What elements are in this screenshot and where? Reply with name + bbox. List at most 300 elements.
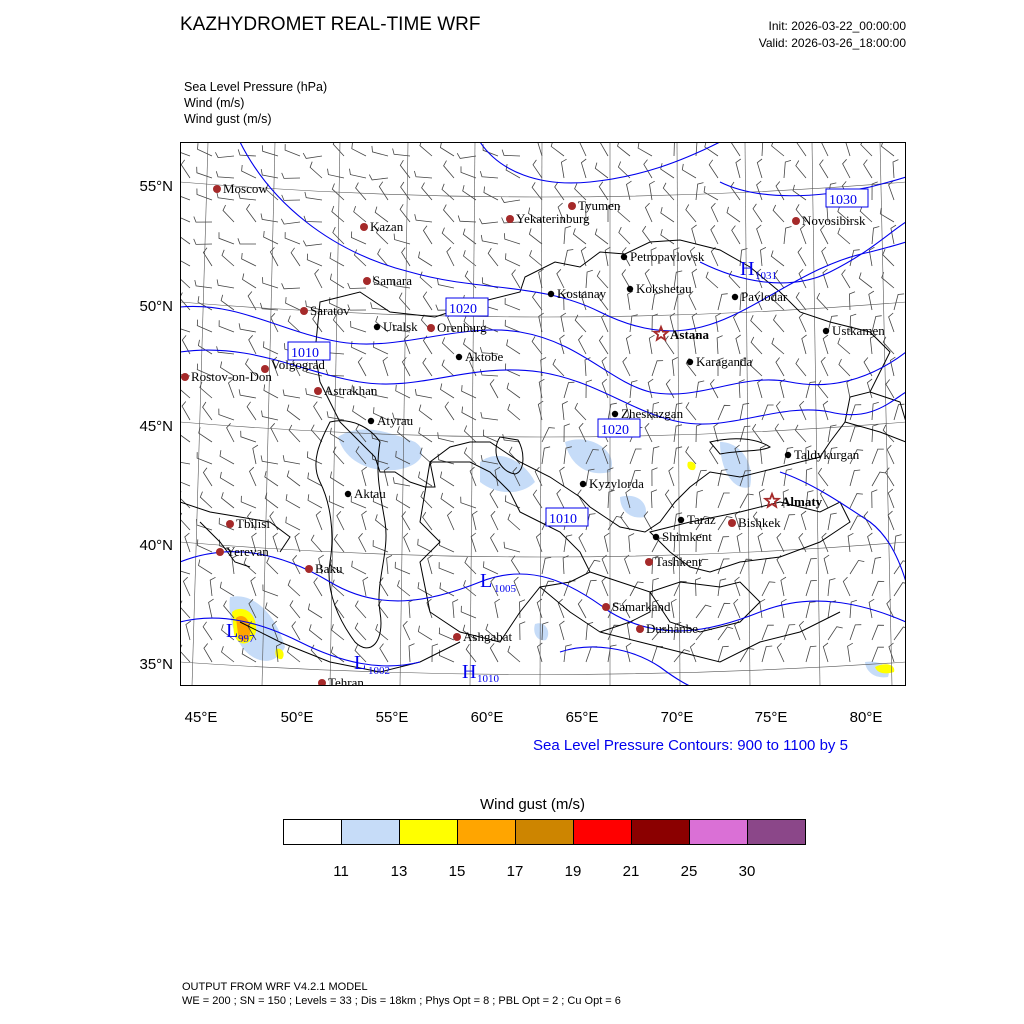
wind-barb	[332, 206, 344, 222]
city-label: Saratov	[310, 303, 350, 318]
colorbar-label: 21	[622, 863, 640, 880]
gust-patch-strong	[687, 462, 695, 471]
capital-label: Astana	[670, 327, 710, 342]
wind-barb	[286, 494, 300, 508]
wind-barb	[358, 357, 366, 376]
wind-barb	[403, 621, 410, 640]
wind-barb	[602, 379, 608, 398]
wind-barb	[203, 622, 212, 640]
wind-barb	[604, 533, 609, 552]
wind-barb	[444, 205, 455, 222]
city-orenburg	[427, 320, 487, 335]
wind-barb	[419, 405, 432, 420]
wind-barb	[711, 225, 718, 244]
wind-barb	[488, 248, 498, 266]
wind-barb	[532, 182, 542, 200]
wind-barb	[354, 206, 366, 222]
wind-barb	[491, 533, 499, 552]
wind-barb	[773, 205, 784, 222]
wind-barb	[180, 252, 190, 266]
wind-barb	[307, 451, 322, 464]
wind-barb	[869, 291, 874, 310]
pressure-center-low	[480, 570, 517, 595]
latitude-label: 50°N	[139, 298, 173, 315]
wind-barb	[821, 357, 828, 376]
svg-text:1031: 1031	[755, 270, 777, 282]
wind-barb	[757, 181, 762, 200]
wind-barb	[850, 560, 864, 574]
kz-city-dot	[345, 491, 351, 497]
kz-city-dot	[627, 286, 633, 292]
wind-barb	[458, 216, 476, 223]
wind-barb	[242, 165, 256, 178]
wind-barb	[180, 474, 190, 486]
city-label: Samara	[373, 273, 412, 288]
kz-city-dot	[653, 534, 659, 540]
wind-barb	[579, 423, 586, 442]
wind-barb	[888, 511, 894, 530]
city-saratov	[300, 303, 350, 318]
wind-barb	[821, 142, 828, 156]
wind-barb	[379, 182, 388, 200]
wind-barb	[714, 423, 719, 442]
wind-barb	[441, 493, 454, 508]
foreign-city-dot	[427, 324, 435, 332]
wind-barb	[718, 405, 730, 420]
wind-barb	[471, 533, 476, 552]
wind-barb	[261, 169, 278, 178]
wind-barb	[530, 250, 542, 266]
wind-barb	[551, 142, 564, 156]
wind-barb	[295, 533, 300, 552]
wind-barb	[663, 183, 674, 200]
colorbar-label: 13	[390, 863, 408, 880]
wind-barb	[718, 493, 730, 508]
wind-barb	[643, 226, 653, 244]
wind-barb	[561, 159, 566, 178]
city-baku	[305, 561, 343, 576]
city-novosibirsk	[792, 213, 866, 228]
wind-barb	[363, 577, 368, 596]
wind-barb	[194, 217, 212, 223]
wind-barb	[330, 252, 344, 266]
foreign-city-dot	[216, 548, 224, 556]
kz-city-dot	[823, 328, 829, 334]
wind-barb	[353, 405, 366, 420]
wind-barb	[872, 647, 884, 662]
wind-barb	[735, 577, 740, 596]
wind-barb	[542, 557, 551, 574]
wind-barb	[802, 335, 807, 354]
wind-barb	[757, 159, 762, 178]
wind-barb	[203, 468, 212, 486]
wind-barb	[644, 160, 652, 178]
wind-barb	[753, 424, 763, 442]
wind-barb	[464, 580, 476, 596]
wind-barb	[629, 534, 634, 553]
wind-barb	[332, 580, 344, 596]
city-label: Tbilisi	[236, 516, 270, 531]
wind-barb	[894, 583, 906, 596]
wind-barb	[423, 512, 432, 530]
wind-barb	[441, 384, 455, 399]
svg-text:1010: 1010	[477, 673, 499, 685]
wind-barb	[283, 455, 300, 464]
wind-barb	[490, 643, 498, 662]
city-tbilisi	[226, 516, 270, 531]
city-label: Pavlodar	[741, 289, 788, 304]
wind-barb	[423, 292, 432, 310]
wind-barb	[600, 142, 608, 156]
wind-barb	[286, 517, 300, 530]
wind-barb	[243, 274, 257, 289]
wind-barb	[823, 643, 828, 662]
city-kyzylorda	[580, 476, 644, 491]
wind-barb	[328, 169, 345, 178]
wind-barb	[198, 143, 213, 156]
wind-barb	[439, 562, 454, 574]
wind-barb	[195, 280, 212, 288]
wind-barb	[820, 160, 828, 178]
wind-barb	[423, 336, 432, 354]
wind-barb	[484, 187, 498, 201]
wind-barb	[850, 470, 860, 486]
wind-barb	[307, 254, 322, 266]
wind-barb	[781, 599, 786, 618]
wind-barb	[537, 599, 542, 618]
wind-barb	[362, 467, 367, 486]
wind-barb	[480, 171, 498, 178]
wind-barb	[505, 298, 520, 310]
wind-barb	[736, 159, 741, 178]
capital-star-icon	[654, 327, 667, 340]
chart-title: KAZHYDROMET REAL-TIME WRF	[180, 14, 481, 35]
city-taldykurgan	[785, 447, 860, 462]
wind-barb	[442, 228, 454, 244]
svg-text:1010: 1010	[549, 512, 577, 527]
wind-barb	[894, 561, 906, 574]
latitude-label: 45°N	[139, 418, 173, 435]
city-kazan	[360, 219, 404, 234]
wind-barb	[331, 647, 344, 662]
wind-barb	[239, 323, 256, 332]
wind-barb	[751, 337, 762, 354]
wind-barb	[737, 533, 742, 552]
wind-barb	[311, 645, 322, 662]
wind-barb	[264, 384, 278, 398]
wind-barb	[180, 382, 190, 398]
wind-barb	[822, 533, 828, 552]
wind-barb	[369, 175, 388, 180]
wind-barb	[506, 253, 521, 266]
wind-barb	[883, 249, 894, 266]
valid-time: Valid: 2026-03-26_18:00:00	[758, 36, 906, 50]
wind-barb	[628, 291, 633, 310]
latitude-label: 35°N	[139, 656, 173, 673]
wind-barb	[221, 295, 234, 310]
colorbar-swatch	[458, 820, 516, 844]
wind-barb	[674, 425, 682, 442]
wind-barb	[872, 490, 878, 508]
wind-barb	[442, 337, 454, 354]
wind-barb	[419, 472, 433, 486]
wind-barb	[847, 379, 852, 398]
wind-barb	[310, 162, 322, 178]
wind-barb	[796, 161, 806, 179]
wind-barb	[393, 477, 410, 486]
wind-barb	[806, 646, 816, 662]
wind-barb	[888, 489, 894, 508]
wind-barb	[402, 248, 410, 266]
wind-barb	[333, 142, 344, 156]
wind-barb	[199, 427, 212, 442]
wind-barb	[849, 292, 855, 310]
wind-barb	[441, 472, 455, 486]
capital-almaty	[765, 494, 822, 509]
wind-barb	[771, 251, 784, 267]
wind-barb	[661, 163, 674, 178]
wind-barb	[453, 600, 458, 619]
wind-barb	[579, 335, 587, 354]
longitude-label: 70°E	[660, 709, 694, 726]
wind-barb	[380, 644, 388, 662]
contour-note: Sea Level Pressure Contours: 900 to 1100 by 5	[533, 737, 848, 754]
wind-barb	[564, 645, 572, 662]
wind-barb	[828, 579, 835, 597]
colorbar-label: 11	[333, 863, 349, 880]
wind-barb	[180, 645, 190, 662]
latitude-label: 40°N	[139, 537, 173, 554]
wind-barb	[305, 192, 322, 200]
wind-barb	[652, 468, 658, 486]
wind-barb	[209, 599, 214, 618]
wind-barb	[563, 556, 569, 574]
wind-barb	[731, 142, 740, 156]
wind-barb	[304, 216, 322, 222]
wind-barb	[762, 558, 772, 574]
wind-barb	[311, 535, 322, 552]
colorbar-swatch	[690, 820, 748, 844]
city-yekaterinburg	[506, 211, 590, 226]
wind-barb	[282, 173, 300, 179]
wind-barb	[180, 455, 190, 464]
wind-barb	[777, 555, 784, 574]
wind-barb	[630, 449, 642, 464]
wind-barb	[762, 582, 775, 596]
kz-city-dot	[374, 324, 380, 330]
wind-barb	[861, 142, 872, 156]
wind-barb	[870, 335, 875, 354]
wind-barb	[564, 250, 573, 267]
wind-barb	[772, 142, 784, 156]
wind-barb	[445, 402, 454, 420]
wind-barb	[308, 473, 322, 486]
wind-barb	[602, 555, 608, 574]
wind-barb	[291, 248, 300, 266]
wind-barb	[197, 539, 212, 552]
city-karaganda	[687, 354, 753, 369]
wind-barb	[823, 335, 828, 354]
wind-barb	[761, 247, 766, 266]
wind-barb	[461, 497, 476, 508]
wind-barb	[838, 228, 850, 244]
colorbar	[283, 819, 806, 845]
wind-barb	[776, 358, 784, 377]
wind-barb	[511, 556, 520, 574]
wind-barb	[329, 496, 344, 508]
wind-barb	[359, 533, 366, 552]
wind-barb	[292, 622, 300, 641]
wind-barb	[889, 313, 894, 332]
wind-barb	[444, 161, 454, 178]
wind-barb	[762, 625, 774, 640]
foreign-city-dot	[568, 202, 576, 210]
city-label: Aktobe	[465, 349, 504, 364]
city-aktobe	[456, 349, 504, 364]
longitude-label: 55°E	[375, 709, 409, 726]
wind-barb	[740, 648, 754, 662]
wind-barb	[627, 181, 632, 200]
city-label: Volgograd	[271, 357, 325, 372]
wind-barb	[264, 341, 279, 354]
wind-barb	[203, 402, 212, 420]
kz-city-dot	[621, 254, 627, 260]
wind-barb	[219, 232, 234, 244]
wind-barb	[784, 227, 792, 245]
city-label: Taraz	[687, 512, 716, 527]
wind-barb	[222, 646, 235, 662]
wind-barb	[461, 166, 476, 178]
wind-barb	[400, 160, 410, 178]
city-kokshetau	[627, 281, 692, 296]
city-label: Bishkek	[738, 515, 781, 530]
wind-barb	[774, 315, 785, 332]
wind-barb	[242, 253, 256, 266]
wind-barb	[652, 447, 659, 465]
wind-barb	[801, 511, 806, 530]
wind-barb	[404, 533, 410, 552]
wind-barb	[287, 405, 300, 420]
kz-city-dot	[678, 517, 684, 523]
wind-barb	[383, 357, 388, 376]
wind-barb	[711, 203, 718, 222]
wind-barb	[501, 197, 520, 202]
gust-patch	[720, 442, 751, 488]
contour-label	[826, 189, 868, 208]
wind-barb	[440, 142, 454, 156]
wind-barb	[645, 203, 652, 222]
wind-barb	[850, 516, 863, 530]
foreign-city-dot	[645, 558, 653, 566]
wind-barb	[555, 182, 564, 200]
wind-barb	[447, 247, 454, 266]
wind-barb	[180, 563, 190, 574]
wind-barb	[222, 250, 234, 266]
wind-barb	[573, 228, 586, 244]
city-label: Kyzylorda	[589, 476, 644, 491]
wind-barb	[439, 628, 454, 640]
wind-barb	[595, 229, 608, 244]
wind-barb	[796, 358, 806, 376]
wind-barb	[422, 183, 432, 200]
city-label: Kostanay	[557, 286, 607, 301]
wind-barb	[586, 580, 597, 596]
wind-barb	[777, 643, 784, 662]
wind-barb	[784, 515, 795, 530]
wind-barb	[821, 225, 829, 244]
city-zheskazgan	[612, 406, 684, 421]
contour-label	[546, 508, 588, 527]
wind-barb	[781, 577, 786, 596]
city-tashkent	[645, 554, 702, 569]
wind-barb	[442, 184, 454, 200]
wind-barb	[220, 472, 234, 486]
wind-barb	[780, 379, 785, 398]
wind-barb	[420, 272, 432, 288]
wind-barb	[696, 424, 702, 442]
wind-barb	[287, 471, 300, 487]
wind-barb	[262, 411, 279, 420]
wind-barb	[351, 232, 366, 245]
wind-barb	[210, 577, 215, 596]
foreign-city-dot	[792, 217, 800, 225]
wind-barb	[652, 361, 663, 376]
wind-barb	[423, 226, 432, 244]
colorbar-swatch	[632, 820, 690, 844]
longitude-label: 45°E	[184, 709, 218, 726]
wind-barb	[872, 557, 881, 574]
wind-barb	[775, 424, 784, 442]
city-label: Tehran	[328, 675, 364, 686]
wind-barb	[872, 449, 884, 464]
wind-barb	[605, 247, 610, 266]
wind-barb	[457, 153, 476, 158]
colorbar-swatch	[342, 820, 400, 844]
wind-barb	[539, 379, 544, 398]
wind-barb	[180, 321, 190, 332]
wind-barb	[180, 491, 190, 508]
wind-barb	[415, 214, 432, 222]
wind-barb	[795, 425, 806, 442]
wind-barb	[181, 160, 190, 178]
wind-barb	[394, 234, 410, 244]
field-label-wind: Wind (m/s)	[184, 96, 245, 110]
wind-barb	[504, 542, 520, 552]
wind-barb	[479, 219, 498, 224]
wind-barb	[197, 320, 212, 332]
wind-barb	[651, 490, 657, 508]
wind-barb	[880, 208, 894, 222]
city-samarkand	[602, 599, 671, 614]
wind-barb	[238, 238, 256, 244]
wind-barb	[762, 470, 771, 487]
wind-barb	[409, 644, 415, 662]
wind-barb	[533, 292, 543, 310]
colorbar-swatch	[574, 820, 632, 844]
wind-barb	[423, 358, 432, 376]
wind-barb	[197, 519, 213, 530]
city-label: Taldykurgan	[794, 447, 860, 462]
wind-barb	[507, 383, 520, 398]
wind-barb	[845, 142, 850, 156]
wind-barb	[627, 621, 632, 640]
wind-barb	[735, 621, 741, 640]
wind-barb	[661, 207, 674, 222]
wind-barb	[736, 335, 741, 354]
city-label: Baku	[315, 561, 343, 576]
wind-barb	[308, 494, 322, 508]
svg-text:1005: 1005	[494, 583, 516, 595]
